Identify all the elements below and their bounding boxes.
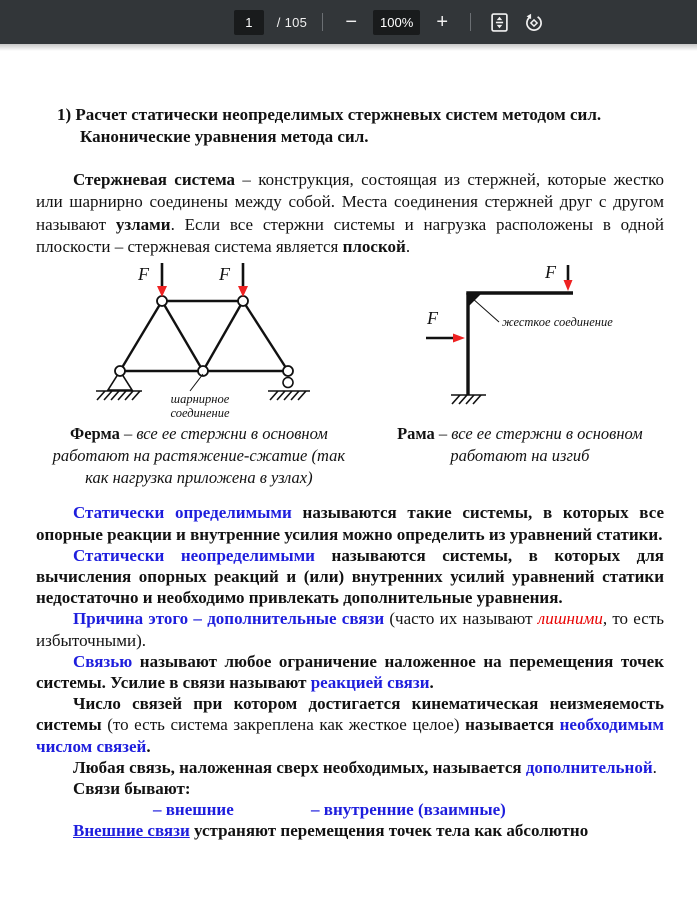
pdf-toolbar bbox=[0, 0, 697, 44]
rigid-joint-label: жесткое соединение bbox=[502, 315, 613, 330]
toolbar-divider bbox=[322, 13, 323, 31]
frame-caption: Рама – все ее стержни в основном работают на изгиб bbox=[397, 424, 643, 466]
paragraph-additional-constraint: Любая связь, наложенная сверх необходимых, называется дополнительной. bbox=[73, 757, 657, 777]
hinged-joint-label: шарнирное bbox=[170, 392, 230, 407]
truss-figure bbox=[70, 260, 330, 418]
paragraph-rod-system: Стержневая система – конструкция, состоящая из стержней, которые жестко или шарнирно соединены между собой. Места соединения стержней друг с другом называют узлами. Если все стержни системы и нагрузка расположены в одной плоскости – стержневая система является плоской. bbox=[36, 169, 664, 257]
paragraph-statically-determinate: Статически определимыми называются такие системы, в которых все опорные реакции и внутренние усилия можно определить из уравнений статики. bbox=[36, 503, 664, 544]
frame-figure bbox=[410, 260, 690, 418]
pdf-page bbox=[0, 51, 697, 899]
paragraph-statically-indeterminate: Статически неопределимыми называются системы, в которых для вычисления опорных реакций и (или) внутренних усилий уравнений статики недостаточно и необходимо привлекать дополнительные уравнения. bbox=[36, 545, 664, 608]
constraint-types-list bbox=[36, 799, 664, 820]
paragraph-external-constraints: Внешние связи устраняют перемещения точек тела как абсолютно bbox=[73, 821, 589, 841]
zoom-level-input[interactable]: 100% bbox=[373, 10, 420, 35]
force-label: F bbox=[427, 308, 438, 329]
force-arrows bbox=[157, 263, 248, 297]
zoom-in-button[interactable]: + bbox=[429, 9, 455, 35]
force-label: F bbox=[138, 264, 149, 285]
truss-caption: Ферма – все ее стержни в основном работают на растяжение-сжатие (так как нагрузка приложена в узлах) bbox=[52, 424, 346, 488]
toolbar-shadow bbox=[0, 44, 697, 51]
force-label: F bbox=[545, 262, 556, 283]
page-count-label: / 105 bbox=[272, 14, 308, 30]
external-constraints-item: – внешние bbox=[153, 800, 234, 820]
captions-row bbox=[36, 423, 664, 489]
toolbar-divider bbox=[470, 13, 471, 31]
paragraph-constraint-definition: Связью называют любое ограничение наложенное на перемещения точек системы. Усилие в связи называют реакцией связи. bbox=[36, 651, 664, 693]
section-heading: 1) Расчет статически неопределимых стержневых систем методом сил. Канонические уравнения метода сил. bbox=[57, 105, 602, 147]
rotate-counterclockwise-icon bbox=[524, 12, 544, 33]
figures-row bbox=[36, 260, 664, 418]
force-label: F bbox=[219, 264, 230, 285]
rotate-button[interactable] bbox=[521, 9, 547, 35]
fit-to-page-button[interactable] bbox=[486, 9, 512, 35]
hinged-joint-label: соединение bbox=[170, 406, 230, 419]
paragraph-required-constraints: Число связей при котором достигается кинематическая неизмеяемость системы (то есть система закреплена как жесткое целое) называется необходимым числом связей. bbox=[36, 694, 664, 756]
zoom-out-button[interactable]: − bbox=[338, 9, 364, 35]
internal-constraints-item: – внутренние (взаимные) bbox=[311, 800, 506, 820]
fixed-support bbox=[451, 395, 486, 404]
paragraph-constraint-types: Связи бывают: bbox=[73, 779, 191, 799]
page-number-input[interactable]: 1 bbox=[234, 10, 264, 35]
fit-to-page-icon bbox=[491, 13, 508, 32]
roller-support bbox=[268, 378, 310, 401]
paragraph-reason-extra-constraints: Причина этого – дополнительные связи (часто их называют лишними, то есть избыточными). bbox=[36, 609, 664, 650]
